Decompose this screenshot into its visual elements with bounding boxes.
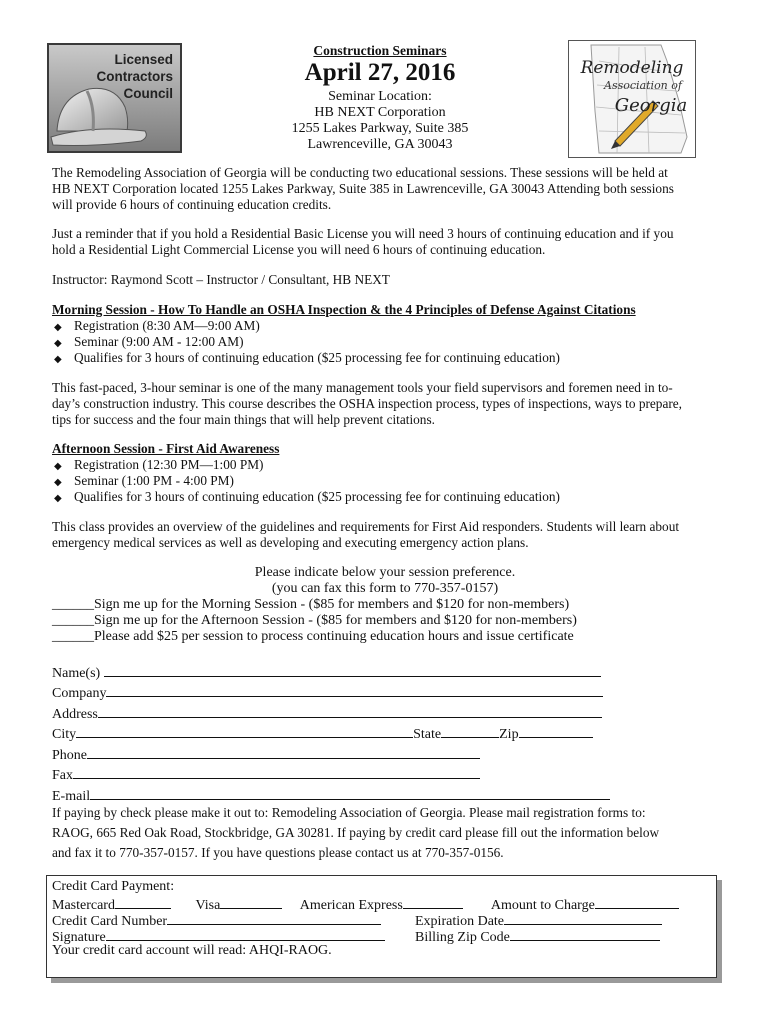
preference-instruction: Please indicate below your session preference. bbox=[254, 565, 516, 580]
logo-line-council: Council bbox=[123, 86, 173, 101]
card-number-field[interactable]: Credit Card Number bbox=[52, 911, 381, 930]
seminar-series-title: Construction Seminars bbox=[313, 43, 447, 58]
diamond-bullet-icon: ◆ bbox=[54, 461, 62, 472]
expiration-field[interactable]: Expiration Date bbox=[415, 911, 662, 930]
morning-bullet: ◆ Seminar (9:00 AM - 12:00 AM) bbox=[54, 334, 244, 352]
afternoon-signup-option[interactable]: ______Sign me up for the Afternoon Session - ($85 for members and $120 for non-members) bbox=[52, 613, 577, 628]
morning-desc-line-3: tips for success and the four main things that will help prevent citations. bbox=[52, 412, 435, 427]
fax-blank[interactable] bbox=[73, 765, 480, 779]
location-label: Seminar Location: bbox=[328, 89, 432, 104]
statement-descriptor: Your credit card account will read: AHQI-RAOG. bbox=[52, 943, 332, 958]
address-blank[interactable] bbox=[98, 704, 602, 718]
reminder-line-2: hold a Residential Light Commercial License you will need 6 hours of continuing education. bbox=[52, 242, 546, 257]
names-field[interactable]: Name(s) bbox=[52, 663, 601, 682]
logo-line-contractors: Contractors bbox=[96, 69, 173, 84]
diamond-bullet-icon: ◆ bbox=[54, 322, 62, 333]
payment-info-line-2: RAOG, 665 Red Oak Road, Stockbridge, GA 30281. If paying by credit card please fill out the information below bbox=[52, 825, 660, 840]
payment-info-line-3: and fax it to 770-357-0157. If you have questions please contact us at 770-357-0156. bbox=[52, 845, 504, 860]
card-number-blank[interactable] bbox=[167, 911, 381, 925]
address-field[interactable]: Address bbox=[52, 704, 602, 723]
location-city: Lawrenceville, GA 30043 bbox=[307, 137, 453, 152]
visa-blank[interactable] bbox=[220, 895, 282, 909]
morning-session-heading: Morning Session - How To Handle an OSHA Inspection & the 4 Principles of Defense Against Citations bbox=[52, 302, 636, 317]
expiration-blank[interactable] bbox=[504, 911, 662, 925]
phone-blank[interactable] bbox=[87, 745, 480, 759]
email-field[interactable]: E-mail bbox=[52, 786, 610, 805]
diamond-bullet-icon: ◆ bbox=[54, 354, 62, 365]
fax-instruction: (you can fax this form to 770-357-0157) bbox=[271, 581, 499, 596]
seminar-date: April 27, 2016 bbox=[304, 59, 456, 86]
intro-line-2: HB NEXT Corporation located 1255 Lakes Parkway, Suite 385 in Lawrenceville, GA 30043 Attending both sessions bbox=[52, 181, 674, 196]
payment-info-line-1: If paying by check please make it out to: Remodeling Association of Georgia. Please mail registration forms to: bbox=[52, 805, 646, 820]
logo-line-licensed: Licensed bbox=[114, 52, 173, 67]
morning-desc-line-1: This fast-paced, 3-hour seminar is one of the many management tools your field supervisors and foremen need in to- bbox=[52, 380, 673, 395]
zip-blank[interactable] bbox=[519, 724, 593, 738]
afternoon-session-heading: Afternoon Session - First Aid Awareness bbox=[52, 441, 280, 456]
certificate-option[interactable]: ______Please add $25 per session to process continuing education hours and issue certificate bbox=[52, 629, 574, 644]
names-blank[interactable] bbox=[104, 663, 601, 677]
logo-word-remodeling: Remodeling bbox=[580, 58, 684, 78]
phone-field[interactable]: Phone bbox=[52, 745, 480, 764]
afternoon-bullet: ◆ Seminar (1:00 PM - 4:00 PM) bbox=[54, 473, 234, 491]
morning-desc-line-2: day’s construction industry. This course describes the OSHA inspection process, types of inspections, ways to prepare, bbox=[52, 396, 683, 411]
afternoon-bullet: ◆ Qualifies for 3 hours of continuing education ($25 processing fee for continuing education) bbox=[54, 489, 560, 507]
logo-word-georgia: Georgia bbox=[614, 95, 688, 116]
mastercard-blank[interactable] bbox=[115, 895, 171, 909]
amex-blank[interactable] bbox=[403, 895, 463, 909]
state-blank[interactable] bbox=[441, 724, 499, 738]
georgia-map-pencil-icon bbox=[569, 41, 695, 157]
card-type-row[interactable]: Mastercard Visa American Express Amount to Charge bbox=[52, 895, 679, 914]
intro-line-1: The Remodeling Association of Georgia will be conducting two educational sessions. These sessions will be held at bbox=[52, 165, 668, 180]
morning-bullet: ◆ Registration (8:30 AM—9:00 AM) bbox=[54, 318, 260, 336]
signature-blank[interactable] bbox=[106, 927, 385, 941]
morning-signup-option[interactable]: ______Sign me up for the Morning Session - ($85 for members and $120 for non-members) bbox=[52, 597, 570, 612]
afternoon-desc-line-2: emergency medical services as well as developing and executing emergency action plans. bbox=[52, 535, 529, 550]
fax-field[interactable]: Fax bbox=[52, 765, 480, 784]
company-blank[interactable] bbox=[106, 683, 603, 697]
licensed-contractors-council-logo bbox=[47, 43, 182, 153]
diamond-bullet-icon: ◆ bbox=[54, 338, 62, 349]
afternoon-bullet: ◆ Registration (12:30 PM—1:00 PM) bbox=[54, 457, 264, 475]
city-state-zip-field[interactable]: City State Zip bbox=[52, 724, 593, 743]
billing-zip-field[interactable]: Billing Zip Code bbox=[415, 927, 660, 946]
morning-bullet: ◆ Qualifies for 3 hours of continuing education ($25 processing fee for continuing education) bbox=[54, 350, 560, 368]
location-street: 1255 Lakes Parkway, Suite 385 bbox=[291, 121, 469, 136]
city-blank[interactable] bbox=[76, 724, 413, 738]
afternoon-desc-line-1: This class provides an overview of the guidelines and requirements for First Aid responders. Students will learn about bbox=[52, 519, 680, 534]
diamond-bullet-icon: ◆ bbox=[54, 493, 62, 504]
email-blank[interactable] bbox=[90, 786, 610, 800]
billing-zip-blank[interactable] bbox=[510, 927, 660, 941]
location-name: HB NEXT Corporation bbox=[314, 105, 446, 120]
instructor-line: Instructor: Raymond Scott – Instructor / Consultant, HB NEXT bbox=[52, 272, 390, 287]
intro-line-3: will provide 6 hours of continuing education credits. bbox=[52, 197, 332, 212]
remodeling-association-logo bbox=[568, 40, 696, 158]
signature-field[interactable]: Signature bbox=[52, 927, 385, 946]
credit-card-payment-box bbox=[46, 875, 717, 978]
credit-card-title: Credit Card Payment: bbox=[52, 879, 175, 894]
amount-blank[interactable] bbox=[595, 895, 679, 909]
logo-word-association-of: Association of bbox=[604, 79, 682, 92]
reminder-line-1: Just a reminder that if you hold a Residential Basic License you will need 3 hours of continuing education and if you bbox=[52, 226, 674, 241]
company-field[interactable]: Company bbox=[52, 683, 603, 702]
diamond-bullet-icon: ◆ bbox=[54, 477, 62, 488]
